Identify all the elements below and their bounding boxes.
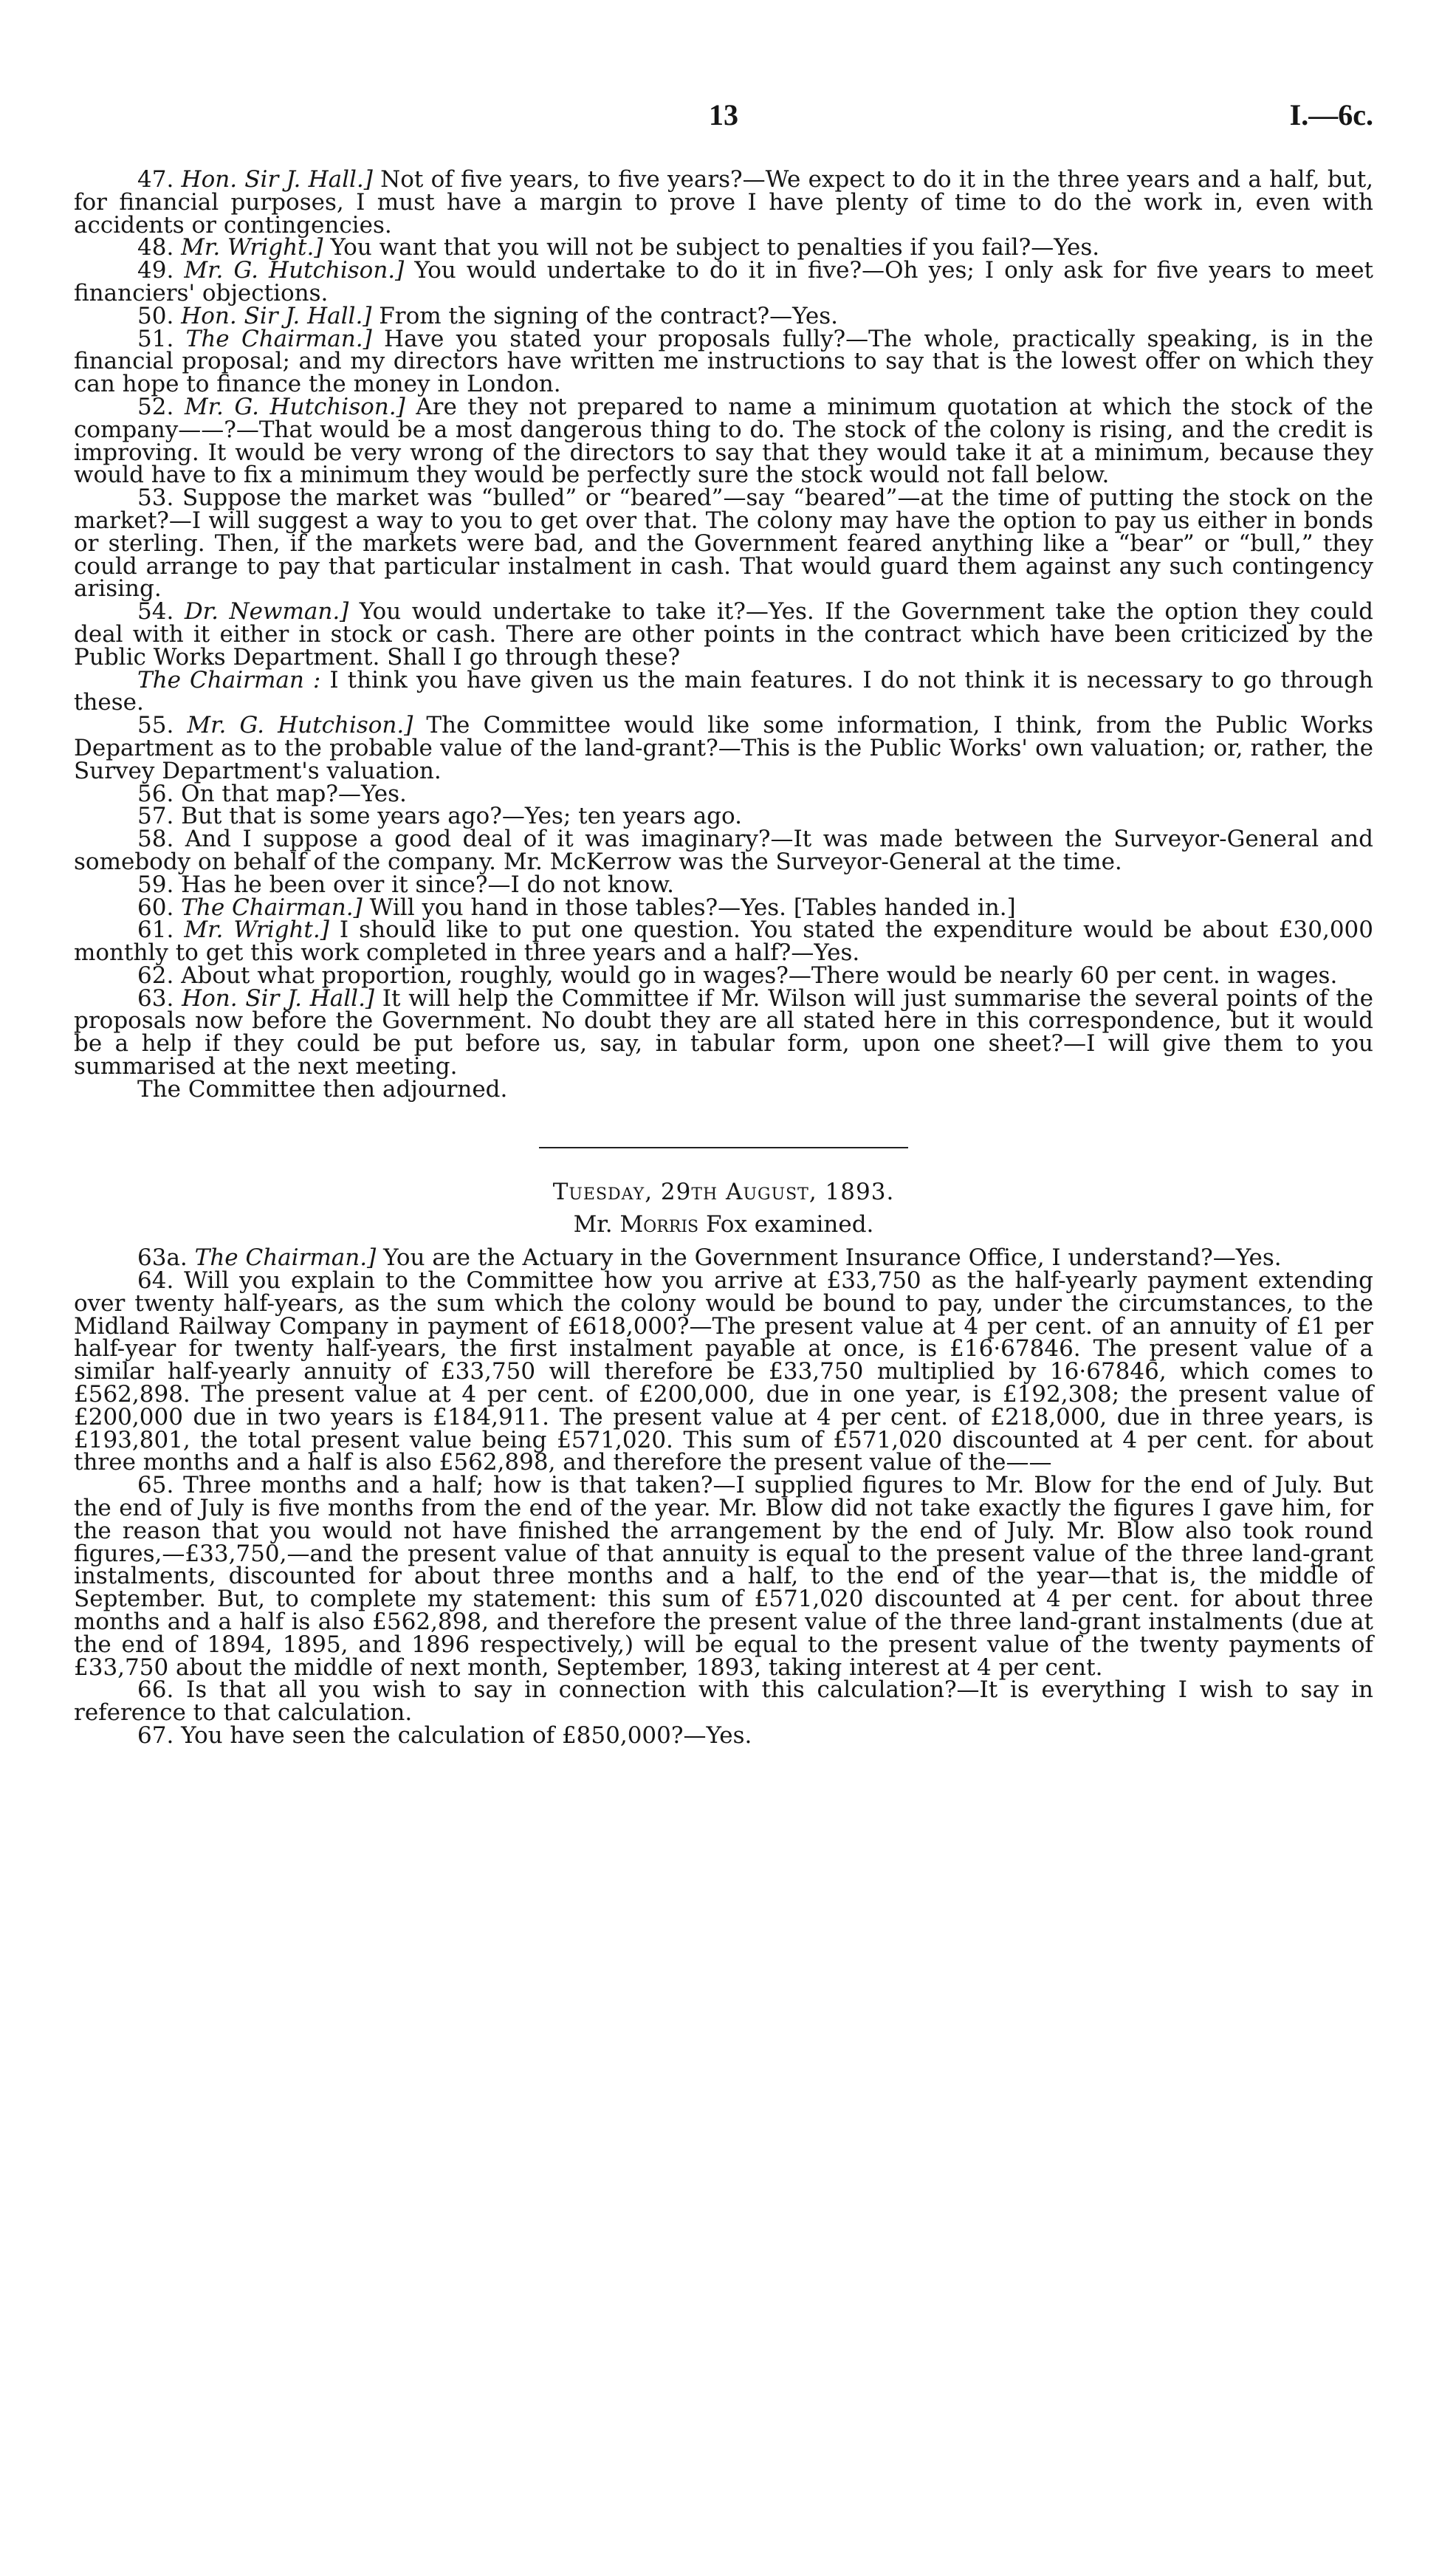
testimony-paragraph [74,894,1373,921]
question-number: 65. [137,1472,174,1499]
testimony-paragraph [74,916,1373,967]
testimony-paragraph [74,666,1373,716]
minutes-part-1 [74,168,1373,1101]
speaker-name: The Chairman : [137,666,321,693]
question-number: 54. [137,598,174,626]
question-number: 60. [137,894,174,921]
testimony-text: Have you stated your proposals fully?—The whole, practically speaking, is in the financial proposal; and my directors have written me instructions to say that is the lowest offer on which they can hope to finance the money in London. [74,325,1373,398]
testimony-text: About what proportion, roughly, would go in wages?—There would be nearly 60 per cent. in wages. [181,962,1338,989]
testimony-paragraph [74,714,1373,782]
question-number: 57. [137,803,174,830]
testimony-paragraph [74,302,1373,329]
page-header [74,97,1373,149]
speaker-name: The Chairman.] [194,1244,377,1272]
witness-examined-line [74,1213,1373,1236]
testimony-paragraph [74,1724,1373,1747]
testimony-paragraph [74,325,1373,398]
testimony-text: Not of five years, to five years?—We expect to do it in the three years and a half, but, for financial purposes, I must have a margin to prove I have plenty of time to do the work in, even with accidents or contingencies. [74,166,1374,239]
question-number: 64. [137,1267,174,1295]
testimony-text: Is that all you wish to say in connection with this calculation?—It is everything I wish to say in reference to that calculation. [74,1676,1374,1727]
testimony-text: Three months and a half; how is that taken?—I supplied figures to Mr. Blow for the end of July. But the end of July is five months from the end of the year. Mr. Blow did not take exactly the figures I gave him, for the reason that you would not have finished the arrangement by the end of July. Mr. Blow also took round figures,—£33,750,—and the present value of that annuity is equal to the present value of the three land-grant instalments, discounted for about three months and a half, to the end of the year—that is, the middle of September. But, to complete my statement: this sum of £571,020 discounted at 4 per cent. for about three months and a half is also £562,898, and therefore the present value of the three land-grant instalments (due at the end of 1894, 1895, and 1896 respectively,) will be equal to the present value of the twenty payments of £33,750 about the middle of next month, September, 1893, taking interest at 4 per cent. [74,1472,1374,1681]
question-number: 51. [137,325,174,352]
speaker-name: Hon. Sir J. Hall.] [182,984,375,1012]
question-number: 55. [137,712,174,739]
testimony-text: You have seen the calculation of £850,000?—Yes. [181,1722,752,1749]
speaker-name: Mr. Wright.] [181,234,323,261]
testimony-text: But that is some years ago?—Yes; ten years ago. [181,803,742,830]
testimony-paragraph [74,259,1373,305]
minutes-part-2 [74,1244,1374,1749]
testimony-paragraph [74,828,1373,874]
question-number: 56. [137,780,174,807]
testimony-paragraph [74,484,1373,603]
testimony-paragraph [74,1075,1373,1103]
paper-reference: I.—6c. [1289,98,1373,131]
testimony-text: Are they not prepared to name a minimum quotation at which the stock of the company——?—That would be a most dangerous thing to do. The stock of the colony is rising, and the credit is improving. It would be very wrong of the directors to say that they would take it at a minimum, because they would have to fix a minimum they would be perfectly sure the stock would not fall below. [74,393,1373,489]
question-number: 59. [137,871,174,898]
document-page [74,97,1373,1747]
question-number: 52. [137,393,174,420]
testimony-paragraph [74,1244,1373,1272]
testimony-paragraph [74,1676,1374,1727]
witness-rest: Fox examined. [705,1211,874,1238]
speaker-name: Dr. Newman.] [184,598,349,626]
question-number: 53. [137,484,174,512]
testimony-paragraph [74,1474,1373,1679]
witness-first-name: Morris [619,1211,699,1238]
question-number: 50. [137,302,174,329]
question-number: 49. [137,257,174,284]
testimony-paragraph [74,598,1373,671]
testimony-paragraph [74,166,1374,239]
question-number: 66. [137,1676,174,1704]
session-date: Tuesday, 29th August, 1893. [552,1178,895,1205]
testimony-text: Has he been over it since?—I do not know. [181,871,675,898]
question-number: 48. [137,234,174,261]
testimony-text: It will help the Committee if Mr. Wilson will just summarise the several points of the proposals now before the Government. No doubt they are all stated here in this correspondence, but it would be a help if they could be put before us, say, in tabular form, upon one sheet?—I will give them to you summarised at the next meeting. [74,984,1373,1080]
speaker-name: Mr. G. Hutchison.] [184,257,405,284]
section-divider [539,1147,908,1148]
testimony-paragraph [74,1267,1373,1476]
speaker-name: Mr. G. Hutchison.] [187,712,413,739]
question-number: 58. [137,826,174,853]
question-number: 63a. [137,1244,188,1272]
question-number: 63. [137,984,174,1012]
testimony-text: You are the Actuary in the Government Insurance Office, I understand?—Yes. [383,1244,1282,1272]
speaker-name: The Chairman.] [185,325,372,352]
speaker-name: Mr. Wright.] [184,916,329,944]
testimony-text: Will you hand in those tables?—Yes. [Tables handed in.] [369,894,1016,921]
testimony-paragraph [74,393,1373,489]
testimony-text: From the signing of the contract?—Yes. [379,302,839,329]
speaker-name: Mr. G. Hutchison.] [184,393,405,420]
testimony-text: On that map?—Yes. [181,780,407,807]
page-number: 13 [709,98,738,131]
question-number: 67. [137,1722,174,1749]
question-number: 61. [137,916,174,944]
testimony-text: The Committee then adjourned. [137,1075,508,1103]
testimony-text: You would undertake to do it in five?—Oh yes; I only ask for five years to meet financiers' objections. [74,257,1374,306]
testimony-paragraph [74,780,1373,807]
testimony-paragraph [74,871,1373,898]
question-number: 47. [137,166,174,193]
speaker-name: The Chairman.] [181,894,363,921]
testimony-paragraph [74,962,1373,989]
testimony-paragraph [74,236,1373,259]
testimony-text: Suppose the market was “bulled” or “beared”—say “beared”—at the time of putting the stock on the market?—I will suggest a way to you to get over that. The colony may have the option to pay us either in bonds or sterling. Then, if the markets were bad, and the Government feared anything like a “bear” or “bull,” they could arrange to pay that particular instalment in cash. That would guard them against any such contingency arising. [74,484,1373,603]
testimony-text: Will you explain to the Committee how you arrive at £33,750 as the half-yearly payment extending over twenty half-years, as the sum which the colony would be bound to pay, under the circumstances, to the Midland Railway Company in payment of £618,000?—The present value at 4 per cent. of an annuity of £1 per half-year for twenty half-years, the first instalment payable at once, is £16·67846. The present value of a similar half-yearly annuity of £33,750 will therefore be £33,750 multiplied by 16·67846, which comes to £562,898. The present value at 4 per cent. of £200,000, due in one year, is £192,308; the present value of £200,000 due in two years is £184,911. The present value at 4 per cent. of £218,000, due in three years, is £193,801, the total present value being £571,020. This sum of £571,020 discounted at 4 per cent. for about three months and a half is also £562,898, and therefore the present value of the—— [74,1267,1373,1476]
testimony-text: You would undertake to take it?—Yes. If the Government take the option they could deal with it either in stock or cash. There are other points in the contract which have been criticized by the Public Works Department. Shall I go through these? [74,598,1373,671]
testimony-text: I think you have given us the main features. I do not think it is necessary to go through these. [74,666,1373,716]
testimony-text: You want that you will not be subject to penalties if you fail?—Yes. [330,234,1100,261]
testimony-paragraph [74,984,1373,1080]
testimony-text: I should like to put one question. You stated the expenditure would be about £30,000 monthly to get this work completed in three years and a half?—Yes. [74,916,1373,967]
question-number: 62. [137,962,174,989]
speaker-name: Hon. Sir J. Hall.] [181,166,373,193]
speaker-name: Hon. Sir J. Hall.] [181,302,372,329]
witness-title: Mr. [573,1211,613,1238]
testimony-text: And I suppose a good deal of it was imaginary?—It was made between the Surveyor-General and somebody on behalf of the company. Mr. McKerrow was the Surveyor-General at the time. [74,826,1373,875]
testimony-text: The Committee would like some information, I think, from the Public Works Department as to the probable value of the land-grant?—This is the Public Works' own valuation; or, rather, the Survey Department's valuation. [74,712,1373,784]
testimony-paragraph [74,805,1373,828]
